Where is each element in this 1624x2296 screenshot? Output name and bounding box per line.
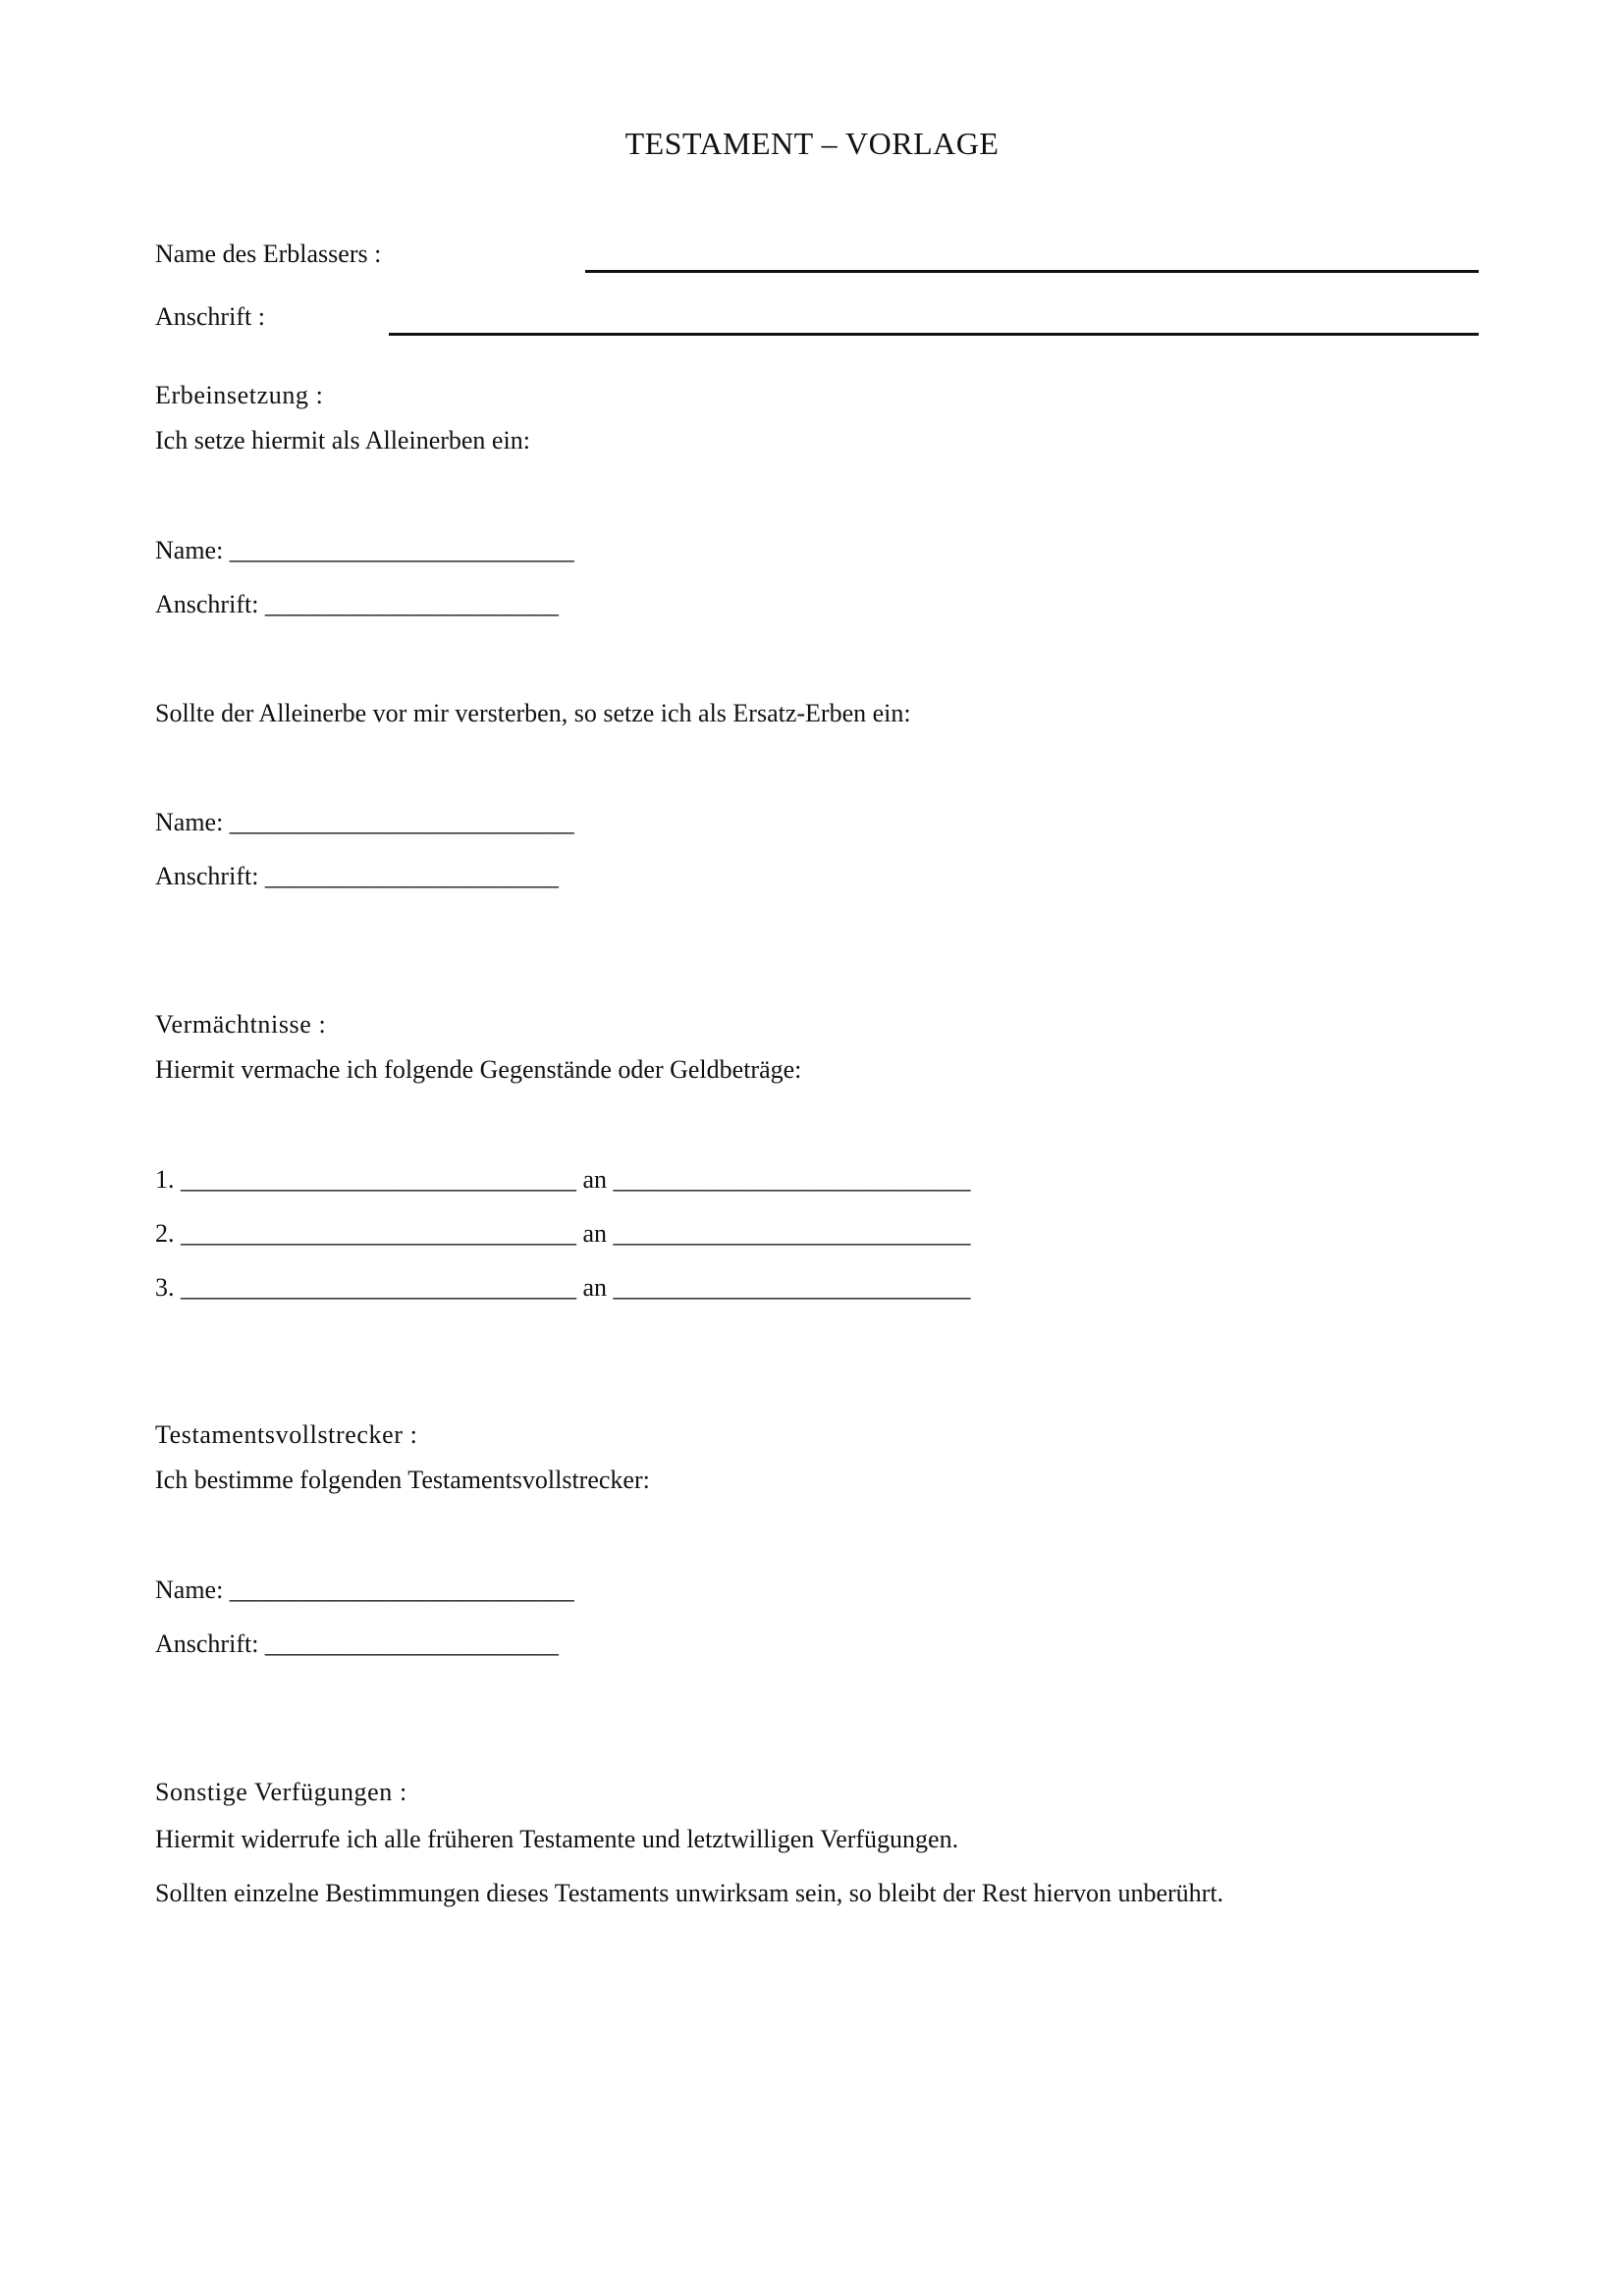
- erblasser-anschrift-label: Anschrift :: [155, 302, 265, 331]
- vermaechtnis-item-1[interactable]: 1. _______________________________ an ____________________________: [155, 1165, 971, 1194]
- erbe-name-field[interactable]: Name: ___________________________: [155, 536, 574, 564]
- vollstrecker-name-field[interactable]: Name: ___________________________: [155, 1575, 574, 1604]
- testamentsvollstrecker-intro: Ich bestimme folgenden Testamentsvollstrecker:: [155, 1466, 650, 1494]
- ersatz-erbe-anschrift-field[interactable]: Anschrift: _______________________: [155, 862, 559, 890]
- erblasser-anschrift-line[interactable]: [389, 333, 1479, 336]
- erbeinsetzung-heading: Erbeinsetzung :: [155, 381, 324, 409]
- sonstige-heading: Sonstige Verfügungen :: [155, 1778, 407, 1806]
- ersatz-erbe-name-field[interactable]: Name: ___________________________: [155, 808, 574, 836]
- sonstige-line-1: Hiermit widerrufe ich alle früheren Testamente und letztwilligen Verfügungen.: [155, 1825, 959, 1853]
- erblasser-name-line[interactable]: [585, 270, 1479, 273]
- erbe-anschrift-field[interactable]: Anschrift: _______________________: [155, 590, 559, 618]
- vollstrecker-anschrift-field[interactable]: Anschrift: _______________________: [155, 1629, 559, 1658]
- erbeinsetzung-intro: Ich setze hiermit als Alleinerben ein:: [155, 426, 530, 454]
- testamentsvollstrecker-heading: Testamentsvollstrecker :: [155, 1420, 418, 1449]
- vermaechtnisse-intro: Hiermit vermache ich folgende Gegenstände oder Geldbeträge:: [155, 1055, 802, 1084]
- vermaechtnis-item-2[interactable]: 2. _______________________________ an ____________________________: [155, 1219, 971, 1248]
- sonstige-line-2: Sollten einzelne Bestimmungen dieses Testaments unwirksam sein, so bleibt der Rest hiervon unberührt.: [155, 1879, 1224, 1907]
- erblasser-name-label: Name des Erblassers :: [155, 240, 382, 268]
- document-title: TESTAMENT – VORLAGE: [624, 126, 1000, 161]
- vermaechtnis-item-3[interactable]: 3. _______________________________ an ____________________________: [155, 1273, 971, 1302]
- vermaechtnisse-heading: Vermächtnisse :: [155, 1010, 327, 1039]
- ersatz-erben-intro: Sollte der Alleinerbe vor mir versterben, so setze ich als Ersatz-Erben ein:: [155, 699, 911, 727]
